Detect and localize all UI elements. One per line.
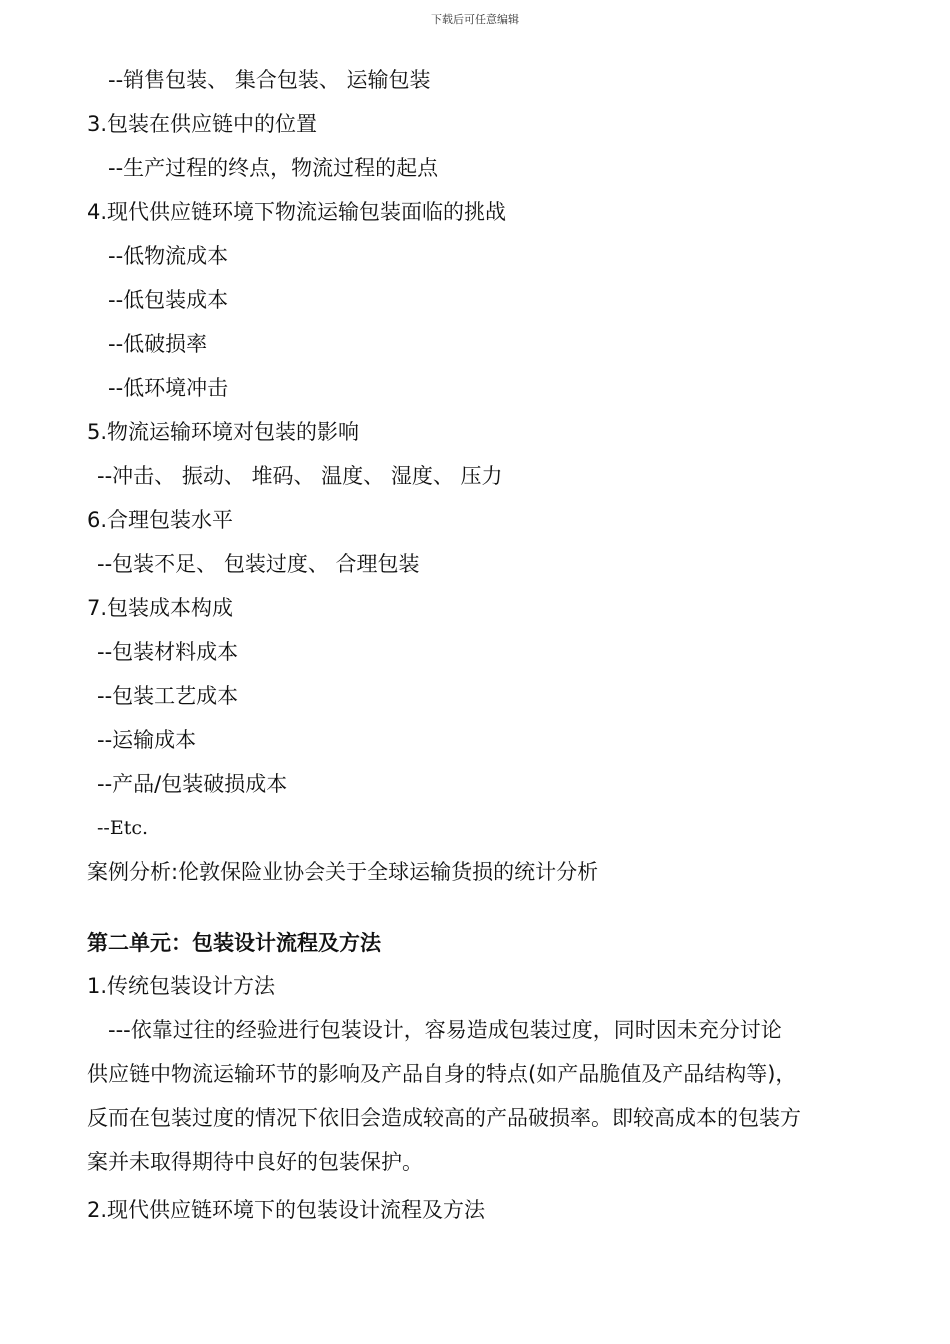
list-item-material-cost: --包装材料成本 xyxy=(97,640,239,664)
paragraph-line-2: 供应链中物流运输环节的影响及产品自身的特点(如产品脆值及产品结构等)， xyxy=(87,1062,797,1086)
list-item-damage-cost: --产品/包装破损成本 xyxy=(97,772,288,796)
heading-item-5: 5.物流运输环境对包装的影响 xyxy=(87,420,360,444)
heading-item-4: 4.现代供应链环境下物流运输包装面临的挑战 xyxy=(87,200,507,224)
heading-item-6: 6.合理包装水平 xyxy=(87,508,234,532)
list-item-transport-cost: --运输成本 xyxy=(97,728,197,752)
heading-item-1: 1.传统包装设计方法 xyxy=(87,974,276,998)
list-item-low-damage-rate: --低破损率 xyxy=(108,332,208,356)
list-item-environment-factors: --冲击、 振动、 堆码、 温度、 湿度、 压力 xyxy=(97,464,503,488)
list-item-process-cost: --包装工艺成本 xyxy=(97,684,239,708)
list-item-packaging-levels: --包装不足、 包装过度、 合理包装 xyxy=(97,552,420,576)
paragraph-line-3: 反而在包装过度的情况下依旧会造成较高的产品破损率。即较高成本的包装方 xyxy=(87,1106,801,1130)
heading-item-7: 7.包装成本构成 xyxy=(87,596,234,620)
page-header: 下载后可任意编辑 xyxy=(431,13,519,26)
list-item-packaging-types: --销售包装、 集合包装、 运输包装 xyxy=(108,68,431,92)
heading-item-2: 2.现代供应链环境下的包装设计流程及方法 xyxy=(87,1198,486,1222)
section-title: 第二单元：包装设计流程及方法 xyxy=(87,931,381,955)
case-study-line: 案例分析:伦敦保险业协会关于全球运输货损的统计分析 xyxy=(87,860,599,884)
list-item-low-packaging-cost: --低包装成本 xyxy=(108,288,229,312)
list-item-low-logistics-cost: --低物流成本 xyxy=(108,244,229,268)
heading-item-3: 3.包装在供应链中的位置 xyxy=(87,112,318,136)
list-item-position: --生产过程的终点，物流过程的起点 xyxy=(108,156,439,180)
paragraph-line-1: ---依靠过往的经验进行包装设计，容易造成包装过度，同时因未充分讨论 xyxy=(108,1018,782,1042)
list-item-etc: --Etc. xyxy=(97,817,149,839)
list-item-low-environment-impact: --低环境冲击 xyxy=(108,376,229,400)
paragraph-line-4: 案并未取得期待中良好的包装保护。 xyxy=(87,1150,423,1174)
